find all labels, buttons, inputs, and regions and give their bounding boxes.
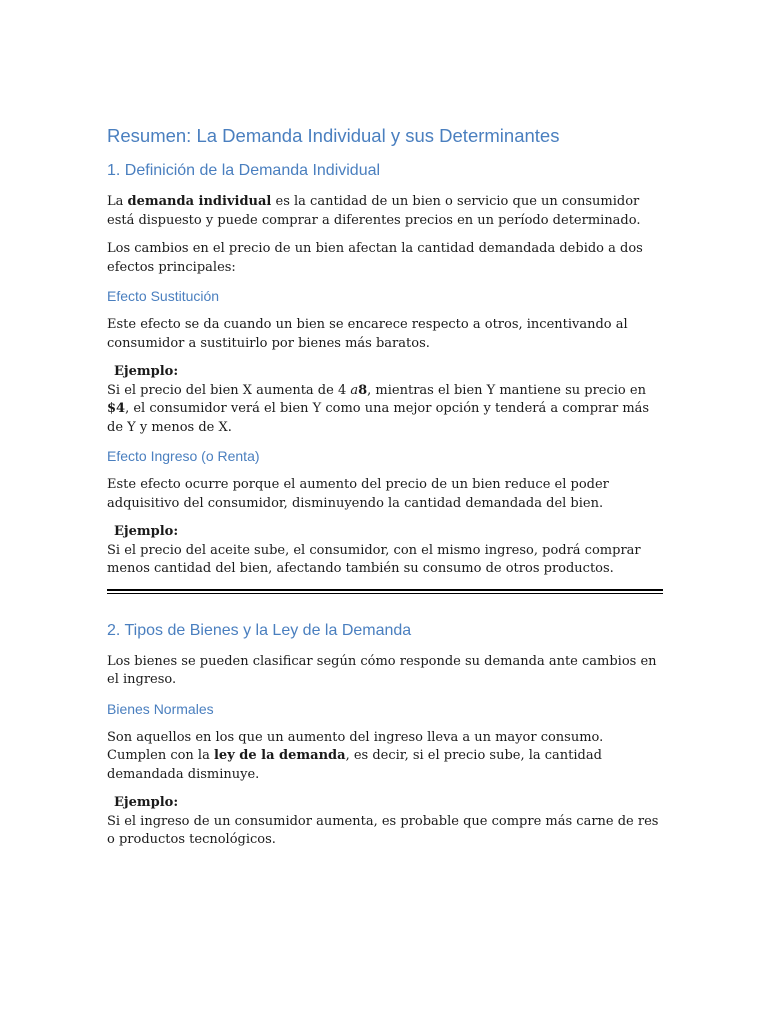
normal-goods-example [107, 794, 663, 850]
income-effect-text: Este efecto ocurre porque el aumento del precio de un bien reduce el poder adquisitivo del consumidor, disminuyendo la cantidad demandada del bien. [107, 477, 609, 511]
normal-goods-pre: Son aquellos en los que un aumento del ingreso lleva a un mayor consumo. Cumplen con la [107, 729, 604, 763]
definition-paragraph [107, 193, 663, 230]
example-text: Si el precio del aceite sube, el consumidor, con el mismo ingreso, podrá comprar menos cantidad del bien, afectando también su consumo de otros productos. [107, 542, 641, 576]
document-page [107, 124, 663, 860]
goods-intro-paragraph: Los bienes se pueden clasificar según cómo responde su demanda ante cambios en el ingreso. [107, 653, 657, 687]
example-italic: a [350, 382, 359, 398]
example-label: Ejemplo: [114, 364, 179, 379]
example-text: Si el ingreso de un consumidor aumenta, es probable que compre más carne de res o productos tecnológicos. [107, 813, 659, 847]
effects-intro-paragraph: Los cambios en el precio de un bien afectan la cantidad demandada debido a dos efectos principales: [107, 241, 643, 275]
income-effect-heading: Efecto Ingreso (o Renta) [107, 448, 260, 464]
example-bold-price: $4 [107, 401, 126, 416]
example-text-pre: Si el precio del bien X aumenta de 4 [107, 382, 351, 398]
example-text-post: , el consumidor verá el bien Y como una mejor opción y tenderá a comprar más de Y y menos de X. [107, 401, 650, 435]
substitution-effect-heading: Efecto Sustitución [107, 288, 220, 304]
normal-goods-heading: Bienes Normales [107, 700, 214, 717]
document-title: Resumen: La Demanda Individual y sus Determinantes [107, 125, 560, 146]
substitution-example [107, 363, 663, 437]
normal-goods-post: , es decir, si el precio sube, la cantidad demandada disminuye. [107, 748, 602, 782]
law-of-demand-term: ley de la demanda [213, 748, 346, 763]
example-label: Ejemplo: [114, 795, 179, 810]
section-2-heading: 2. Tipos de Bienes y la Ley de la Demanda [107, 621, 412, 639]
definition-term: demanda individual [127, 194, 272, 209]
section-1-heading: 1. Definición de la Demanda Individual [107, 162, 381, 179]
definition-pre: La [107, 194, 128, 209]
section-divider [107, 589, 663, 594]
normal-goods-text [107, 729, 663, 785]
example-label: Ejemplo: [114, 524, 179, 539]
example-bold-value: 8 [358, 382, 368, 398]
substitution-effect-text: Este efecto se da cuando un bien se encarece respecto a otros, incentivando al consumidor a sustituirlo por bienes más baratos. [107, 317, 628, 351]
income-example [107, 523, 663, 579]
definition-post: es la cantidad de un bien o servicio que un consumidor está dispuesto y puede comprar a diferentes precios en un período determinado. [107, 194, 641, 228]
example-text-mid: , mientras el bien Y mantiene su precio en [367, 382, 646, 398]
